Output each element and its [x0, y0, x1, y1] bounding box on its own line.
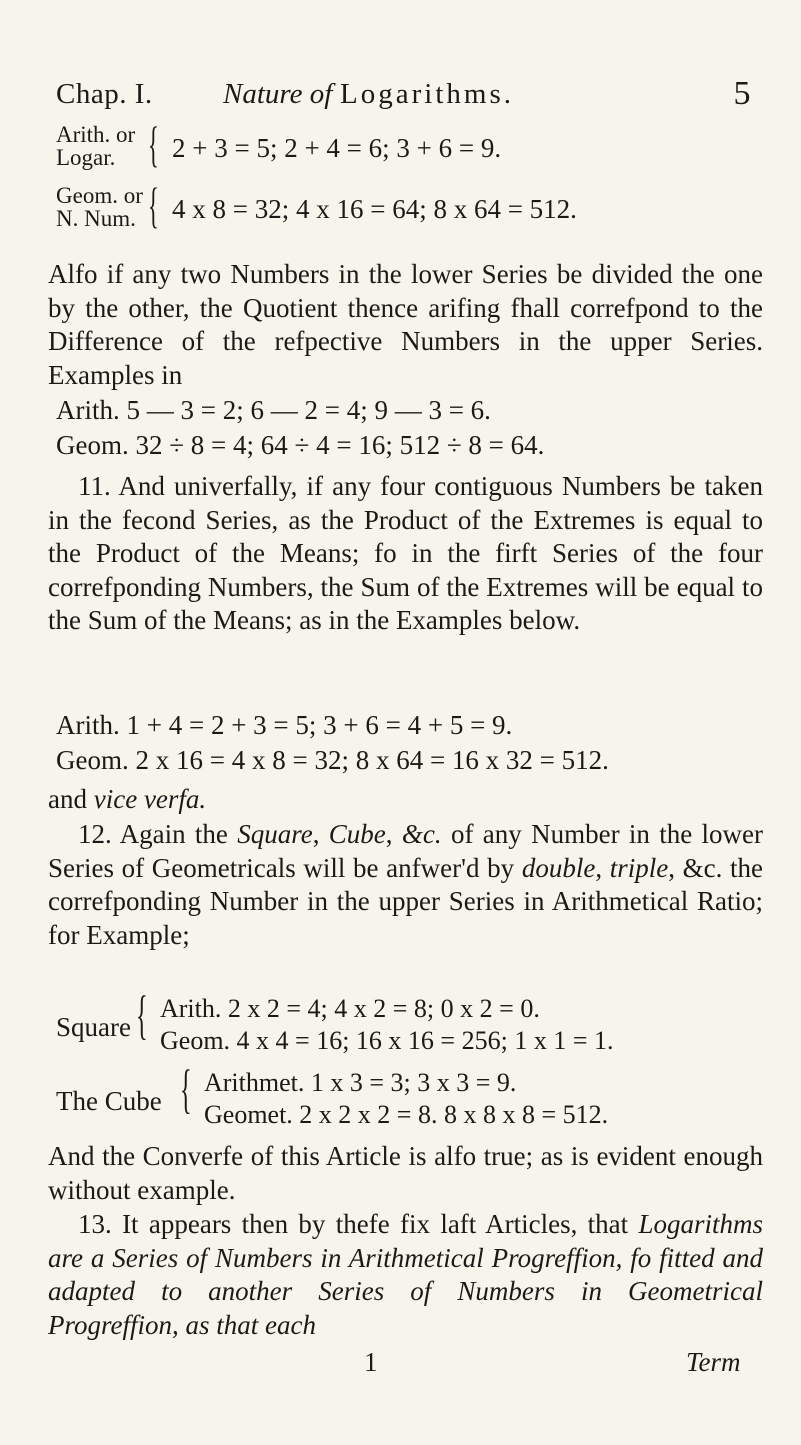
cube-arith: Arithmet. 1 x 3 = 3; 3 x 3 = 9.: [204, 1068, 517, 1097]
catchword: Term: [686, 1347, 741, 1377]
brace-icon: {: [180, 1059, 192, 1119]
square-label: Square: [56, 1012, 131, 1042]
page-number: 5: [733, 75, 751, 112]
equation-arith-2: Arith. 1 + 4 = 2 + 3 = 5; 3 + 6 = 4 + 5 = 9.: [56, 710, 513, 740]
title-italic: Nature of: [223, 78, 333, 110]
paragraph-converse: And the Converfe of this Article is alfo true; as is evident enough without example.: [48, 1141, 763, 1205]
vice-versa-line: and vice verfa.: [48, 784, 207, 814]
paragraph-12: 12. Again the Square, Cube, &c. of any Number in the lower Series of Geometricals will be anfwer'd by double, triple, &c. the correfponding Number in the upper Series in Arithmetical Ratio; for Example;: [48, 819, 764, 950]
arith-expression: 2 + 3 = 5; 2 + 4 = 6; 3 + 6 = 9.: [172, 133, 502, 163]
arith-label: Arith. or Logar.: [56, 122, 136, 170]
equation-arith-1: Arith. 5 — 3 = 2; 6 — 2 = 4; 9 — 3 = 6.: [56, 395, 491, 425]
brace-icon: {: [136, 985, 148, 1045]
square-geom: Geom. 4 x 4 = 16; 16 x 16 = 256; 1 x 1 = 1.: [160, 1026, 614, 1055]
arith-example-row: [48, 116, 761, 173]
running-title: [223, 78, 514, 111]
equation-geom-1: Geom. 32 ÷ 8 = 4; 64 ÷ 4 = 16; 512 ÷ 8 = 64.: [56, 430, 545, 460]
geom-example-row: [48, 177, 761, 234]
equation-geom-2: Geom. 2 x 16 = 4 x 8 = 32; 8 x 64 = 16 x 32 = 512.: [56, 745, 609, 775]
signature-mark: 1: [364, 1347, 378, 1377]
chapter-label: Chap. I.: [56, 78, 153, 110]
square-arith: Arith. 2 x 2 = 4; 4 x 2 = 8; 0 x 2 = 0.: [160, 994, 540, 1023]
title-caps: Logarithms.: [340, 78, 514, 110]
brace-icon: {: [148, 177, 159, 233]
geom-expression: 4 x 8 = 32; 4 x 16 = 64; 8 x 64 = 512.: [172, 194, 577, 224]
geom-label: Geom. or N. Num.: [56, 183, 143, 231]
paragraph-13: 13. It appears then by thefe fix laft Articles, that Logarithms are a Series of Numbers in Arithmetical Progreffion, fo fitted and adapted to another Series of Numbers in Geometrical Progreffion, as that each: [48, 1209, 763, 1340]
paragraph-11: 11. And univerfally, if any four contiguous Numbers be taken in the fecond Series, as the Product of the Extremes is equal to the Product of the Means; fo in the firft Series of the four correfponding Numbers, the Sum of the Extremes will be equal to the Sum of the Means; as in the Examples below.: [48, 471, 763, 635]
cube-label: The Cube: [56, 1086, 162, 1116]
paragraph-quotient: Alfo if any two Numbers in the lower Series be divided the one by the other, the Quotient thence arifing fhall correfpond to the Difference of the refpective Numbers in the upper Series. Examples in: [48, 259, 763, 390]
cube-geom: Geomet. 2 x 2 x 2 = 8. 8 x 8 x 8 = 512.: [204, 1100, 609, 1129]
brace-icon: {: [148, 116, 159, 172]
running-header: [48, 75, 761, 118]
